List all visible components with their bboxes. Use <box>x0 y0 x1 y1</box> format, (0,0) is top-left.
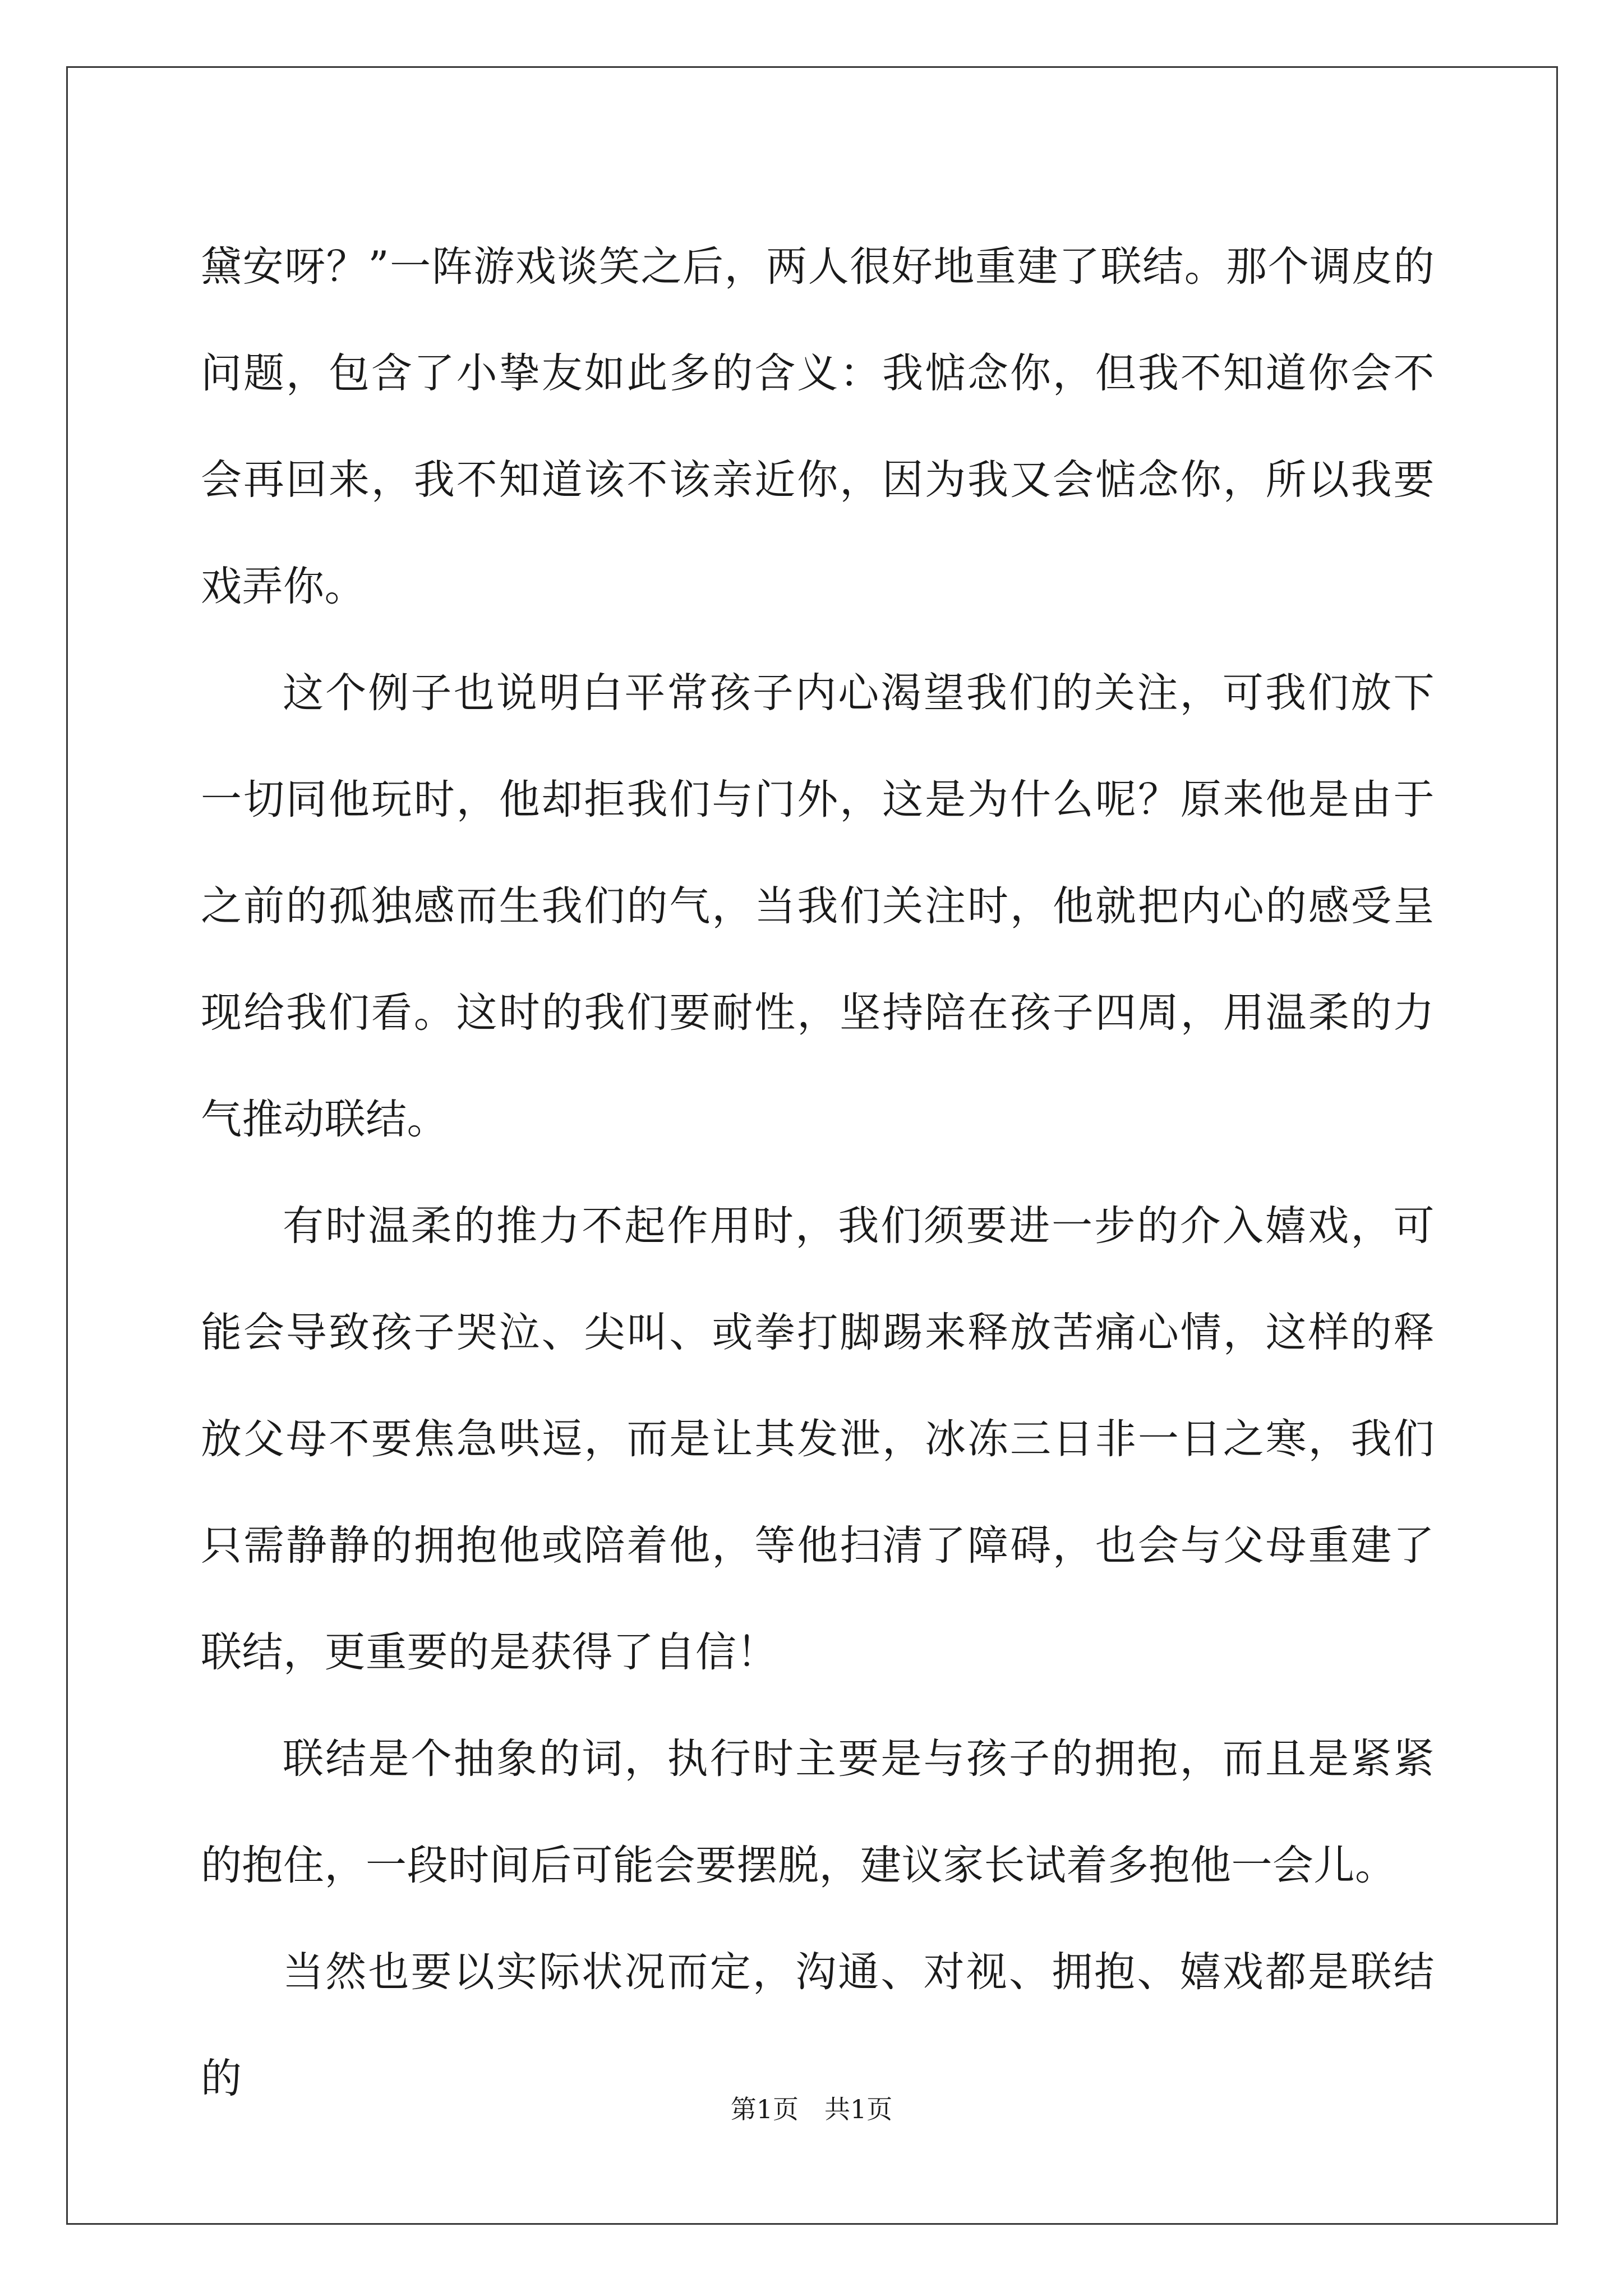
paragraph-2: 这个例子也说明白平常孩子内心渴望我们的关注，可我们放下一切同他玩时，他却拒我们与门外，这是为什么呢？原来他是由于之前的孤独感而生我们的气，当我们关注时，他就把内心的感受呈现给我们看。这时的我们要耐性，坚持陪在孩子四周，用温柔的力气推动联结。 <box>201 669 1435 1143</box>
paragraph-1: 黛安呀？”一阵游戏谈笑之后，两人很好地重建了联结。那个调皮的问题，包含了小挚友如此多的含义：我惦念你，但我不知道你会不会再回来，我不知道该不该亲近你，因为我又会惦念你，所以我要戏弄你。 <box>201 243 1435 610</box>
page-number-current: 第1页 <box>730 2094 799 2124</box>
page-footer <box>0 2089 1623 2126</box>
paragraph-3: 有时温柔的推力不起作用时，我们须要进一步的介入嬉戏，可能会导致孩子哭泣、尖叫、或拳打脚踢来释放苦痛心情，这样的释放父母不要焦急哄逗，而是让其发泄，冰冻三日非一日之寒，我们只需静静的拥抱他或陪着他，等他扫清了障碍，也会与父母重建了联结，更重要的是获得了自信！ <box>201 1202 1435 1676</box>
document-body <box>201 214 1435 2132</box>
paragraph-4: 联结是个抽象的词，执行时主要是与孩子的拥抱，而且是紧紧的抱住，一段时间后可能会要摆脱，建议家长试着多抱他一会儿。 <box>201 1735 1435 1889</box>
paragraph-5: 当然也要以实际状况而定，沟通、对视、拥抱、嬉戏都是联结的 <box>201 1948 1435 2102</box>
page-number-total: 共1页 <box>824 2094 893 2124</box>
